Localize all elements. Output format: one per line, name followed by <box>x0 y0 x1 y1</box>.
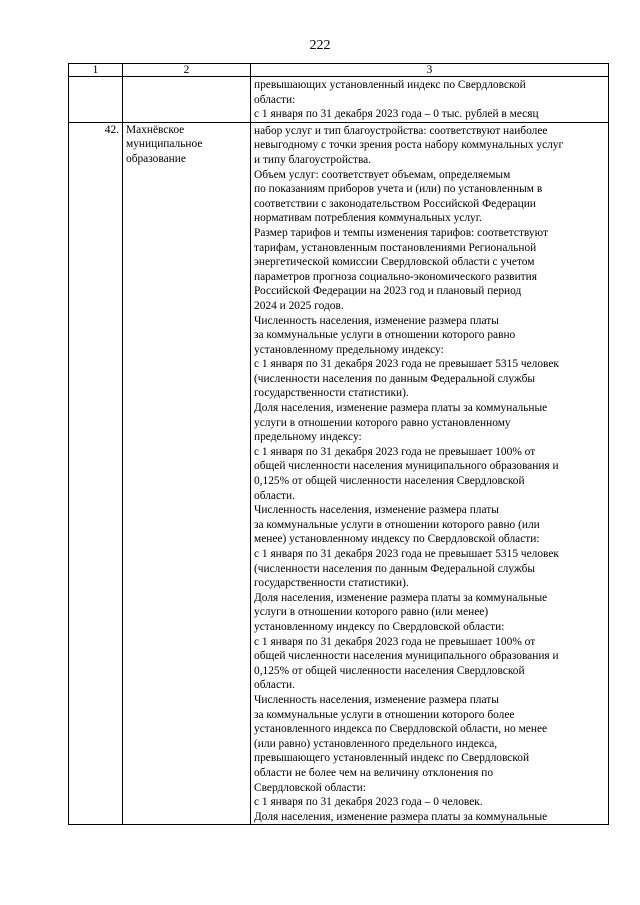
text-line: за коммунальные услуги в отношении которого равно (или <box>254 518 540 531</box>
text-line: услуги в отношении которого равно (или менее) <box>254 606 489 619</box>
header-row <box>69 64 609 77</box>
text-line: набор услуг и тип благоустройства: соответствуют наиболее <box>254 124 548 137</box>
text-line: области. <box>254 489 295 502</box>
text-line: установленному предельному индексу: <box>254 343 444 356</box>
tariff-table <box>68 63 609 825</box>
text-line: (численности населения по данным Федеральной службы <box>254 562 536 575</box>
text-line: невыгодному с точки зрения роста набору коммунальных услуг <box>254 139 564 152</box>
text-line: области не более чем на величину отклонения по <box>254 766 494 779</box>
text-line: энергетической комиссии Свердловской области с учетом <box>254 256 535 269</box>
text-line: услуги в отношении которого равно установленному <box>254 416 511 429</box>
text-line: государственности статистики). <box>254 387 409 400</box>
text-line: предельному индексу: <box>254 431 362 444</box>
text-line: по показаниям приборов учета и (или) по установленным в <box>254 183 543 196</box>
text-line: Доля населения, изменение размера платы за коммунальные <box>254 810 548 823</box>
continued-row-name <box>123 77 251 123</box>
header-col-3: 3 <box>251 64 609 77</box>
text-line: за коммунальные услуги в отношении которого более <box>254 708 515 721</box>
text-line: государственности статистики). <box>254 577 409 590</box>
text-line: установленного индекса по Свердловской области, но менее <box>254 723 548 736</box>
text-line: с 1 января по 31 декабря 2023 года не превышает 5315 человек <box>254 358 559 371</box>
text-line: Объем услуг: соответствует объемам, определяемым <box>254 168 511 181</box>
text-line: и типу благоустройства. <box>254 153 372 166</box>
text-line: с 1 января по 31 декабря 2023 года – 0 человек. <box>254 796 483 809</box>
text-line: с 1 января по 31 декабря 2023 года не превышает 100% от <box>254 635 536 648</box>
text-line: с 1 января по 31 декабря 2023 года – 0 тыс. рублей в месяц <box>254 108 539 121</box>
text-line: общей численности населения муниципального образования и <box>254 650 559 663</box>
header-col-2: 2 <box>123 64 251 77</box>
text-line: Доля населения, изменение размера платы за коммунальные <box>254 591 548 604</box>
text-line: параметров прогноза социально-экономического развития <box>254 270 537 283</box>
text-line: нормативам потребления коммунальных услуг. <box>254 212 482 225</box>
continued-row <box>69 77 609 123</box>
text-line: Размер тарифов и темпы изменения тарифов: соответствуют <box>254 226 548 239</box>
text-line: Численность населения, изменение размера платы <box>254 314 499 327</box>
row-text <box>251 122 609 825</box>
continued-row-text <box>251 77 609 123</box>
text-line: области: <box>254 93 296 106</box>
text-line: Доля населения, изменение размера платы за коммунальные <box>254 402 548 415</box>
text-line: области. <box>254 679 295 692</box>
continued-row-number <box>69 77 123 123</box>
text-line: (численности населения по данным Федеральной службы <box>254 372 536 385</box>
text-line: общей численности населения муниципального образования и <box>254 460 559 473</box>
text-line: тарифам, установленным постановлениями Региональной <box>254 241 537 254</box>
text-line: 2024 и 2025 годов. <box>254 299 344 312</box>
text-line: установленному индексу по Свердловской области: <box>254 620 505 633</box>
text-line: превышающего установленный индекс по Свердловской <box>254 752 530 765</box>
text-line: Российской Федерации на 2023 год и плановый период <box>254 285 522 298</box>
header-col-1: 1 <box>69 64 123 77</box>
text-line: Численность населения, изменение размера платы <box>254 693 499 706</box>
text-line: Свердловской области: <box>254 781 366 794</box>
row-number: 42. <box>69 122 123 825</box>
table-row <box>69 122 609 825</box>
text-line: Численность населения, изменение размера платы <box>254 504 499 517</box>
page-number: 222 <box>309 38 331 53</box>
municipality-name: Махнёвское муниципальное образование <box>123 122 251 825</box>
text-line: 0,125% от общей численности населения Свердловской <box>254 664 525 677</box>
text-line: менее) установленному индексу по Свердловской области: <box>254 533 540 546</box>
text-line: превышающих установленный индекс по Свердловской <box>254 79 526 91</box>
text-line: соответствии с законодательством Российской Федерации <box>254 197 536 210</box>
text-line: за коммунальные услуги в отношении которого равно <box>254 329 516 342</box>
text-line: с 1 января по 31 декабря 2023 года не превышает 100% от <box>254 445 536 458</box>
text-line: 0,125% от общей численности населения Свердловской <box>254 475 525 488</box>
text-line: с 1 января по 31 декабря 2023 года не превышает 5315 человек <box>254 548 559 560</box>
text-line: (или равно) установленного предельного индекса, <box>254 737 498 750</box>
